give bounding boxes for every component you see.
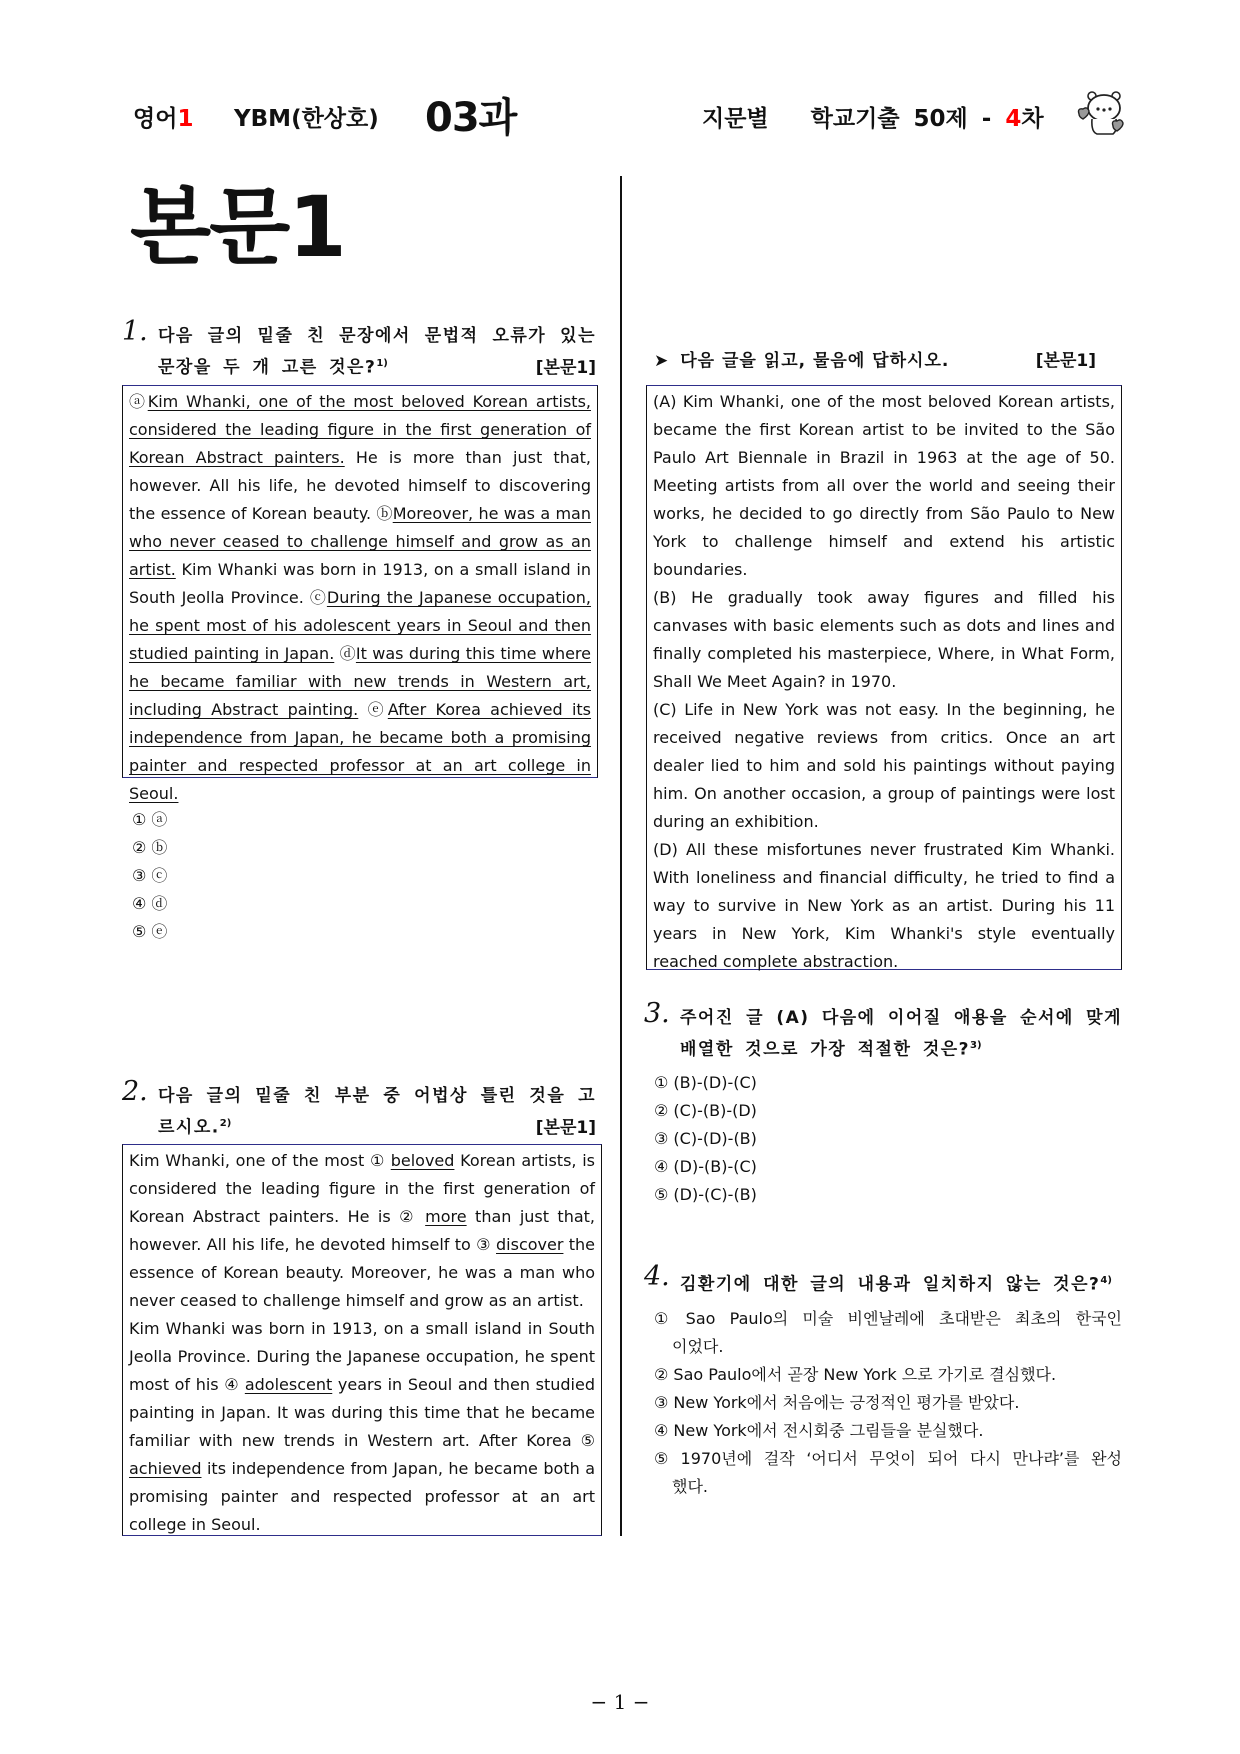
question-4-choices [654, 1305, 1122, 1501]
question-4-text: 김환기에 대한 글의 내용과 일치하지 않는 것은? [680, 1274, 1101, 1295]
footnote-3: 3) [970, 1040, 982, 1051]
underlined-segment: During the Japanese occupation, he spent most of his adolescent years in Seoul and then studied painting in Japan. [129, 588, 591, 663]
bear-with-hearts-icon [1075, 88, 1127, 138]
series-round-number: 4 [1005, 106, 1022, 132]
shared-instruction-text: 다음 글을 읽고, 물음에 답하시오. [680, 351, 950, 371]
underlined-segment: achieved [129, 1459, 202, 1478]
paragraph-a: (A) Kim Whanki, one of the most beloved Korean artists, became the first Korean artist to be invited to the São Paulo Art Biennale in Brazil in 1963 at the age of 50. Meeting artists from all over the world and seeing their works, he decided to go directly from São Paulo to New York to challenge himself and extend his artistic boundaries. [653, 392, 1115, 579]
underlined-segment: Kim Whanki, one of the most beloved Korean artists, considered the leading figure in the first generation of Korean Abstract painters. [129, 392, 591, 467]
shared-instruction [654, 347, 1096, 375]
series-label [702, 100, 1044, 133]
question-4-number: 4. [644, 1261, 670, 1292]
footnote-2: 2) [219, 1118, 232, 1129]
footnote-1: 1) [376, 358, 388, 369]
question-1-tag: [본문1] [535, 357, 596, 378]
text-segment: He is more than just that, however. All his life, he devoted himself to discovering the essence of Korean beauty. ⓑ [129, 448, 591, 523]
subject-number: 1 [177, 106, 194, 132]
text-segment: ⓔ [358, 700, 388, 719]
subject-label [133, 100, 193, 133]
choice-1[interactable]: ① (B)-(D)-(C) [654, 1073, 757, 1092]
choice-3[interactable]: ③ New York에서 처음에는 긍정적인 평가를 받았다. [654, 1393, 1020, 1412]
text-segment: ⓓ [334, 644, 356, 663]
question-1-number: 1. [122, 316, 148, 347]
choice-5[interactable]: ⑤ ⓔ [132, 922, 168, 941]
question-2-header [122, 1076, 596, 1142]
series-round-suffix: 차 [1021, 106, 1044, 132]
choice-4[interactable]: ④ New York에서 전시회중 그림들을 분실했다. [654, 1421, 984, 1440]
question-3-text: 주어진 글 (A) 다음에 이어질 애용을 순서에 맞게 배열한 것으로 가장 적절한 것은? [680, 1008, 1122, 1060]
choice-2[interactable]: ② (C)-(B)-(D) [654, 1101, 757, 1120]
page-header [0, 88, 1240, 141]
underlined-segment: beloved [390, 1151, 455, 1170]
section-title: 본문1 [130, 178, 345, 276]
question-1-text: 다음 글의 밑줄 친 문장에서 문법적 오류가 있는 문장을 두 개 고른 것은? [158, 326, 596, 378]
paragraph-b: (B) He gradually took away figures and filled his canvases with basic elements such as dots and lines and finally completed his masterpiece, Where, in What Form, Shall We Meet Again? in 1970. [653, 588, 1115, 691]
question-1-header [122, 316, 596, 382]
page-number: − 1 − [590, 1690, 650, 1714]
choice-3[interactable]: ③ ⓒ [132, 866, 168, 885]
question-2-passage [122, 1144, 602, 1536]
text-segment: its independence from Japan, he became both a promising painter and respected professor at an art college in Seoul. [129, 1459, 595, 1534]
text-segment: than just that, however. All his life, he devoted himself to ③ [129, 1207, 596, 1254]
underlined-segment: discover [496, 1235, 564, 1254]
text-segment: ⓐ [129, 392, 148, 411]
series-prefix: 지문별 학교기출 50제 - [702, 106, 1006, 132]
paragraph-d: (D) All these misfortunes never frustrated Kim Whanki. With loneliness and financial difficulty, he tried to find a way to survive in New York as an artist. During his 11 years in New York, Kim Whanki's style eventually reached complete abstraction. [653, 840, 1115, 971]
text-segment: Kim Whanki was born in 1913, on a small island in South Jeolla Province. ⓒ [129, 560, 591, 607]
choice-4[interactable]: ④ ⓓ [132, 894, 168, 913]
column-divider [620, 176, 622, 1536]
question-1-passage-text [129, 388, 591, 808]
question-3-choices [654, 1069, 757, 1209]
lesson-label: 03과 [425, 95, 517, 141]
text-segment: Korean artists, is considered the leading figure in the first generation of Korean Abstract painters. He is ② [129, 1151, 596, 1226]
choice-5[interactable]: ⑤ 1970년에 걸작 ‘어디서 무엇이 되어 다시 만나랴’를 완성했다. [654, 1449, 1122, 1496]
arrow-bullet-icon: ➤ [654, 351, 669, 371]
underlined-segment: Moreover, he was a man who never ceased to challenge himself and grow as an artist. [129, 504, 591, 579]
text-segment: the essence of Korean beauty. Moreover, he was a man who never ceased to challenge himself and grow as an artist. [129, 1235, 596, 1310]
footnote-4: 4) [1100, 1275, 1112, 1286]
choice-1[interactable]: ① ⓐ [132, 810, 168, 829]
choice-4[interactable]: ④ (D)-(B)-(C) [654, 1157, 757, 1176]
question-1-passage [122, 385, 598, 803]
text-segment: Kim Whanki was born in 1913, on a small island in South Jeolla Province. During the Japanese occupation, he spent most of his ④ [129, 1319, 595, 1394]
question-1-choices [132, 806, 167, 946]
underlined-segment: It was during this time where he became familiar with new trends in Western art, including Abstract painting. [129, 644, 592, 719]
question-2-tag: [본문1] [535, 1117, 596, 1138]
text-segment: years in Seoul and then studied painting in Japan. It was during this time that he became familiar with new trends in Western art. After Korea ⑤ [129, 1375, 595, 1450]
choice-2[interactable]: ② Sao Paulo에서 곧장 New York 으로 가기로 결심했다. [654, 1365, 1057, 1384]
choice-2[interactable]: ② ⓑ [132, 838, 168, 857]
shared-tag: [본문1] [1035, 351, 1096, 371]
question-2-number: 2. [122, 1076, 148, 1107]
question-3-number: 3. [644, 998, 670, 1029]
paragraph-c: (C) Life in New York was not easy. In the beginning, he received negative reviews from critics. Once an art dealer lied to him and sold his paintings without paying him. On another occasion, a group of paintings were lost during an exhibition. [653, 700, 1115, 831]
choice-3[interactable]: ③ (C)-(D)-(B) [654, 1129, 757, 1148]
underlined-segment: adolescent [244, 1375, 333, 1394]
question-2-text: 다음 글의 밑줄 친 부분 중 어법상 틀린 것을 고르시오. [158, 1086, 596, 1138]
choice-1[interactable]: ① Sao Paulo의 미술 비엔날레에 초대받은 최초의 한국인 이었다. [654, 1309, 1122, 1356]
choice-5[interactable]: ⑤ (D)-(C)-(B) [654, 1185, 757, 1204]
text-segment: Kim Whanki, one of the most ① [129, 1151, 391, 1170]
shared-passage [646, 385, 1122, 970]
question-2-passage-text [129, 1147, 595, 1539]
underlined-segment: After Korea achieved its independence from Japan, he became both a promising painter and respected professor at an art college in Seoul. [129, 700, 592, 803]
underlined-segment: more [425, 1207, 467, 1226]
publisher-label: YBM(한상호) [234, 106, 379, 132]
question-4-header [644, 1261, 1122, 1299]
subject-prefix: 영어 [133, 106, 178, 132]
question-3-header [644, 998, 1122, 1064]
